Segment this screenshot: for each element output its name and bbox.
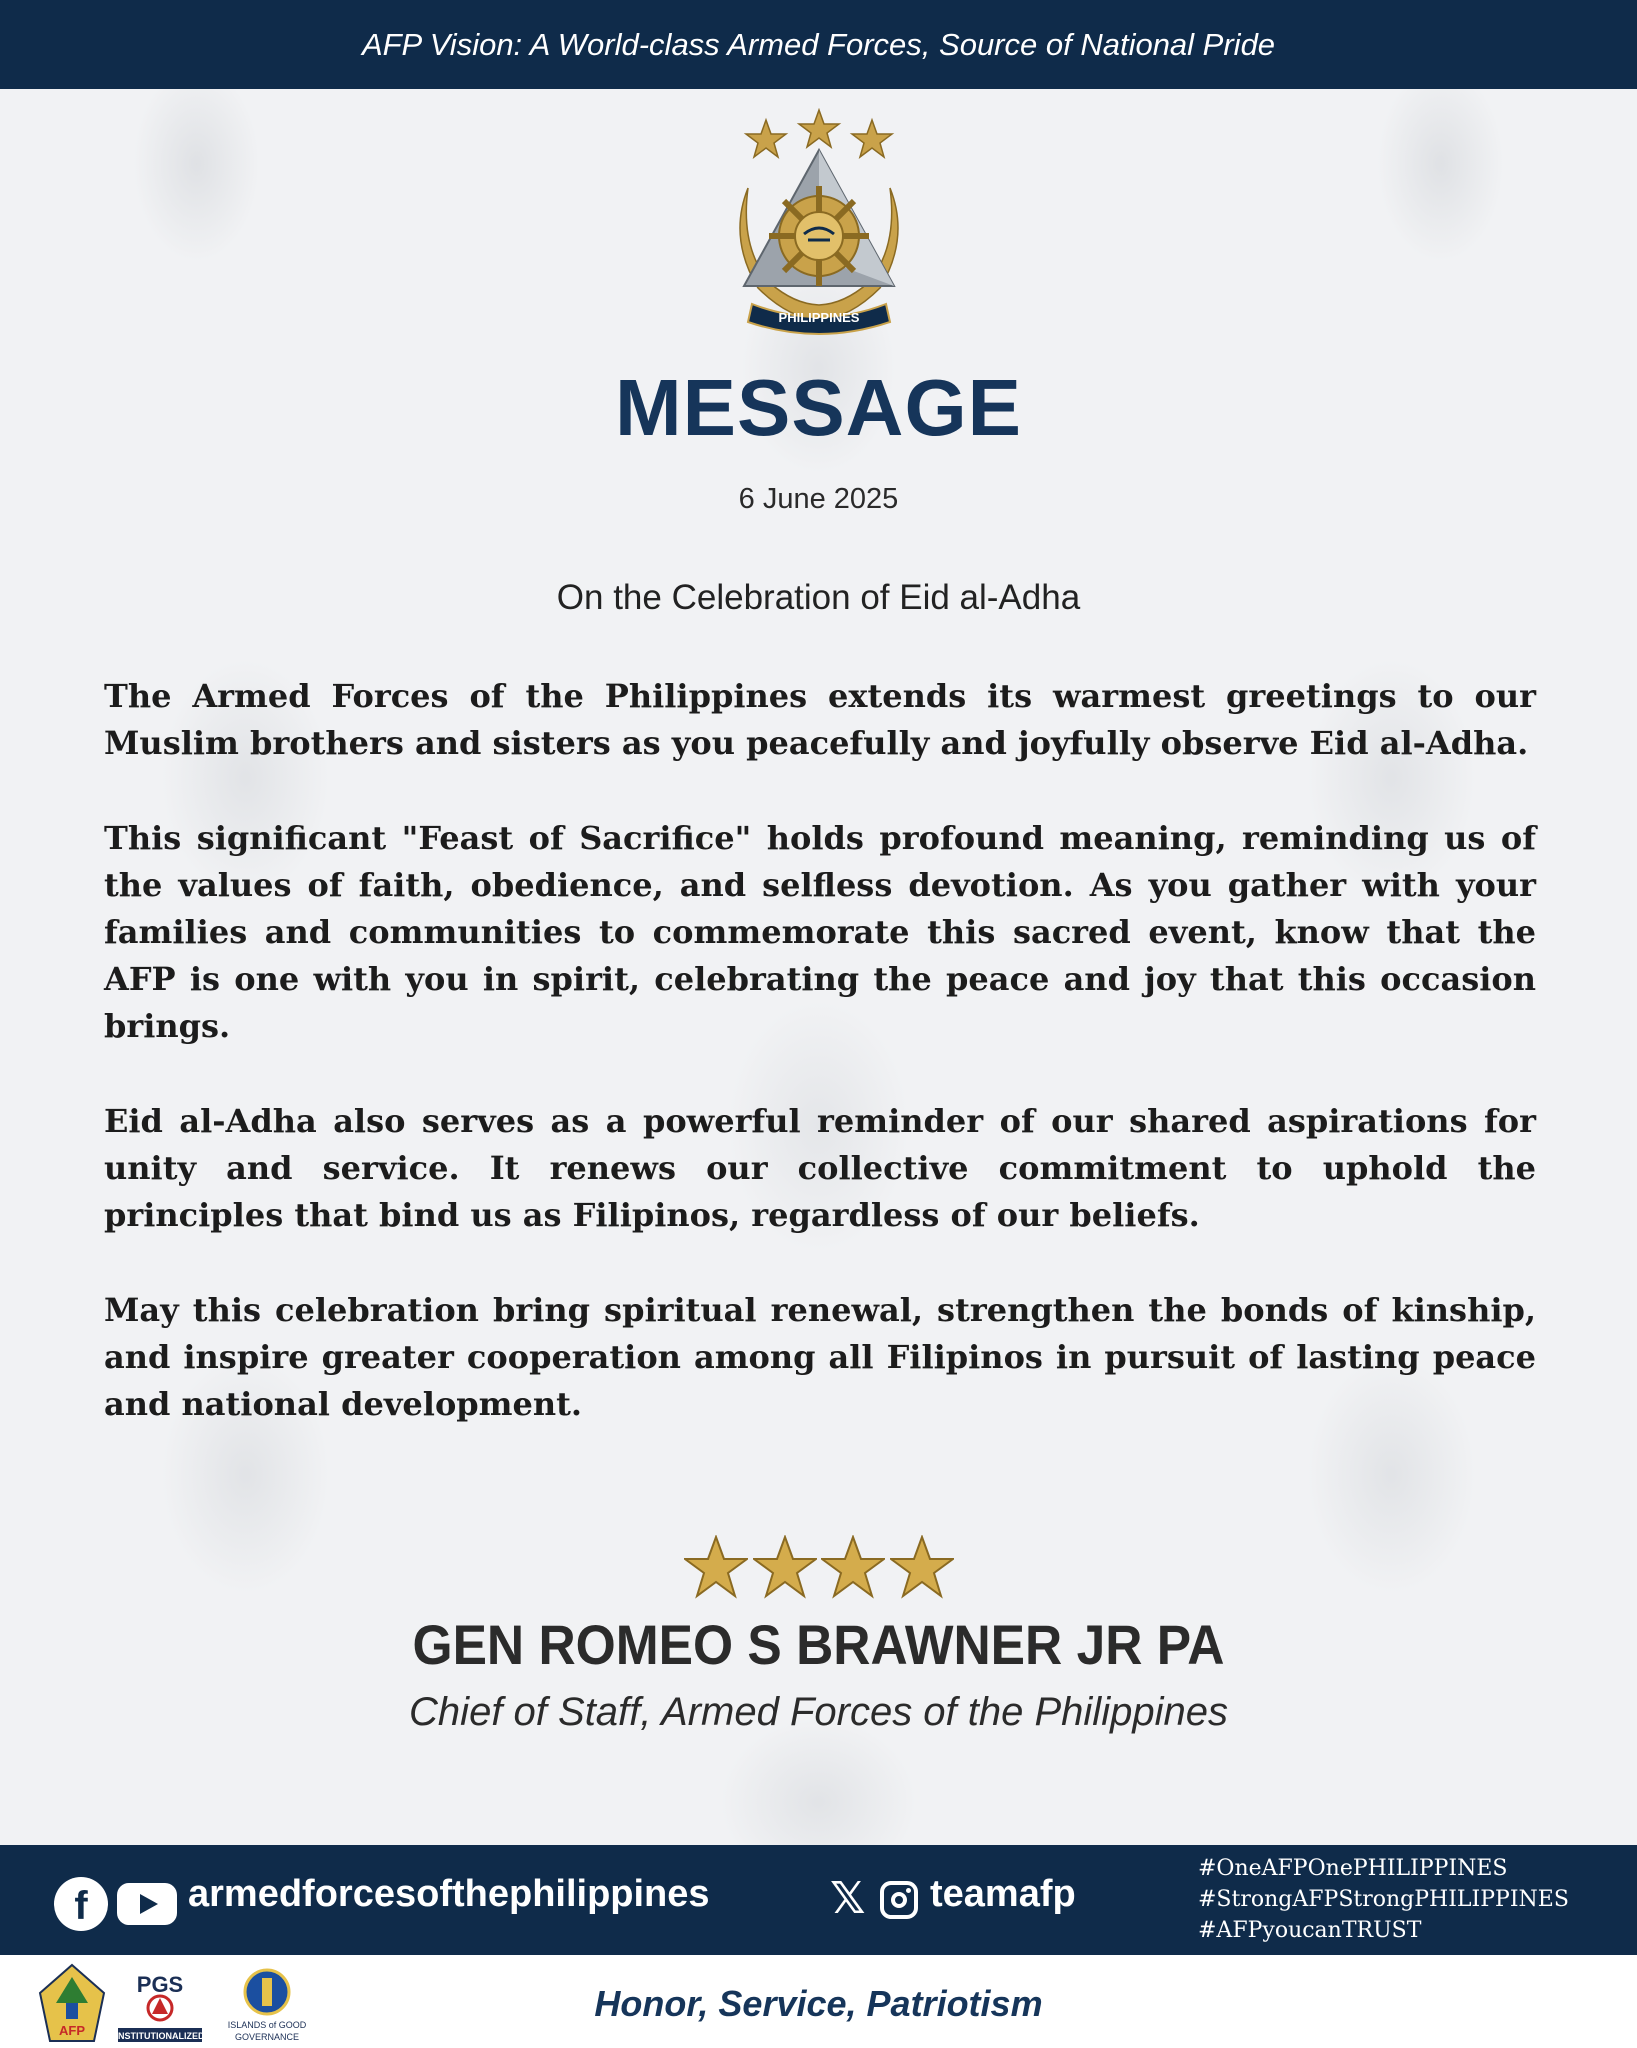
paragraph-2-lead: This significant — [104, 819, 402, 857]
instagram-icon[interactable] — [880, 1881, 918, 1919]
pgs-logo-caption: INSTITUTIONALIZED — [115, 2031, 205, 2041]
message-body — [104, 673, 1536, 1476]
social-footer — [0, 1845, 1637, 1955]
x-instagram-handle[interactable]: teamafp — [930, 1873, 1076, 1915]
igg-caption-1: ISLANDS of GOOD — [227, 2020, 307, 2030]
paragraph-4: May this celebration bring spiritual renewal, strengthen the bonds of kinship, and inspire greater cooperation among all Filipinos in pursuit of lasting peace and national development. — [104, 1291, 1536, 1423]
rank-stars — [684, 1535, 954, 1601]
star-icon — [753, 1535, 817, 1599]
facebook-icon[interactable]: f — [54, 1877, 108, 1931]
paragraph-2 — [104, 815, 1536, 1050]
signatory-position: Chief of Staff, Armed Forces of the Philippines — [409, 1690, 1228, 1734]
star-icon — [890, 1535, 954, 1599]
facebook-youtube-handle[interactable]: armedforcesofthephilippines — [188, 1873, 710, 1915]
feast-emphasis: "Feast of Sacrifice" — [401, 819, 752, 857]
pgs-logo-label: PGS — [136, 1972, 184, 1997]
afp-emblem — [718, 108, 920, 340]
paragraph-1: The Armed Forces of the Philippines extends its warmest greetings to our Muslim brothers and sisters as you peacefully and joyfully observe Eid al-Adha. — [104, 677, 1536, 762]
message-date: 6 June 2025 — [738, 483, 899, 515]
igg-caption-2: GOVERNANCE — [234, 2032, 300, 2042]
page-title: MESSAGE — [614, 363, 1023, 452]
hashtag-1[interactable]: #OneAFPOnePHILIPPINES — [1198, 1856, 1508, 1881]
afp-logo-label: AFP — [59, 2023, 85, 2038]
star-icon — [684, 1535, 748, 1599]
youtube-icon[interactable] — [117, 1883, 177, 1925]
vision-banner — [0, 0, 1637, 89]
vision-text: AFP Vision: A World-class Armed Forces, Source of National Pride — [361, 26, 1276, 62]
afp-motto: Honor, Service, Patriotism — [594, 1983, 1043, 2024]
hashtag-2[interactable]: #StrongAFPStrongPHILIPPINES — [1198, 1887, 1569, 1912]
message-subject: On the Celebration of Eid al-Adha — [556, 578, 1081, 617]
paragraph-2-rest: holds profound meaning, reminding us of the values of faith, obedience, and selfless devotion. As you gather with your families and communities to commemorate this sacred event, know that the AFP is one with you in spirit, celebrating the peace and joy that this occasion brings. — [104, 819, 1537, 1045]
x-icon[interactable]: 𝕏 — [830, 1873, 866, 1924]
paragraph-3: Eid al-Adha also serves as a powerful reminder of our shared aspirations for unity and service. It renews our collective commitment to uphold the principles that bind us as Filipinos, regardless of our beliefs. — [104, 1102, 1536, 1234]
emblem-ribbon-text: PHILIPPINES — [778, 310, 860, 325]
hashtag-list — [1198, 1853, 1569, 1946]
signatory-name: GEN ROMEO S BRAWNER JR PA — [412, 1613, 1225, 1676]
hashtag-3[interactable]: #AFPyoucanTRUST — [1198, 1918, 1422, 1943]
star-icon — [821, 1535, 885, 1599]
